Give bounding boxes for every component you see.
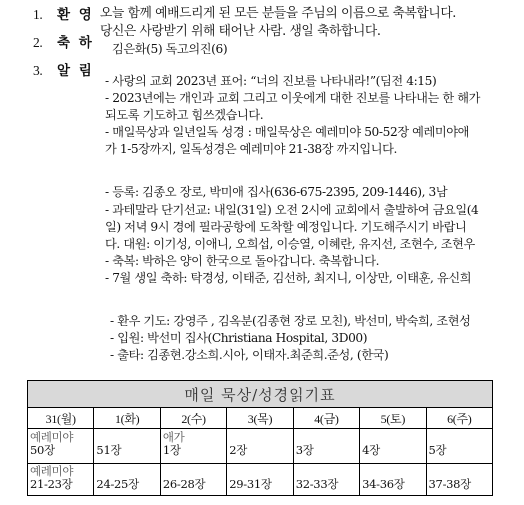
reading-cell: 37-38장 [426,464,492,496]
day-header: 31(월) [28,408,94,429]
day-header: 2(수) [160,408,226,429]
meditation-cell: 애가 1장 [160,429,226,464]
reading-schedule-table [27,380,493,496]
announcement-line: 가 1-5장까지, 일독성경은 예레미야 21-38장 까지입니다. [105,142,397,156]
section-number-notices: 3. [33,63,43,78]
birthday-line: 당신은 사랑받기 위해 태어난 사람. 생일 축하합니다. [100,24,381,39]
announcement-line: - 매일묵상과 일년일독 성경 : 매일묵상은 예레미야 50-52장 예레미야애 [105,125,470,139]
meditation-cell: 5장 [426,429,492,464]
announcement-line: - 등록: 김종오 장로, 박미애 집사(636-675-2395, 209-1446), 3남 [105,185,448,199]
meditation-cell: 2장 [227,429,293,464]
meditation-cell: 51장 [94,429,160,464]
announcement-line: - 사랑의 교회 2023년 표어: “너의 진보를 나타내라!”(딤전 4:15) [105,74,437,88]
announcement-line: 되도록 기도하고 힘쓰겠습니다. [105,108,264,122]
reading-cell: 26-28장 [160,464,226,496]
announcement-line: - 7월 생일 축하: 탁경성, 이태준, 김선하, 최지니, 이상만, 이태훈, 유신희 [105,271,472,285]
reading-cell: 24-25장 [94,464,160,496]
announcement-line: - 축복: 박하은 양이 한국으로 돌아갑니다. 축복합니다. [105,254,380,268]
announcement-line: - 환우 기도: 강영주 , 김옥분(김종현 장로 모친), 박선미, 박숙희, 조현성 [110,314,471,328]
reading-cell: 예레미야 21-23장 [28,464,94,496]
reading-cell: 29-31장 [227,464,293,496]
schedule-title: 매일 묵상/성경읽기표 [28,381,493,408]
welcome-line: 오늘 함께 예배드리게 된 모든 분들을 주님의 이름으로 축복합니다. [100,6,456,21]
section-number-welcome: 1. [33,7,43,22]
section-label-congrats: 축 하 [57,35,94,51]
announcement-line: - 과테말라 단기선교: 내일(31일) 오전 2시에 교회에서 출발하여 금요일(4 [105,203,479,217]
schedule-day-row [28,408,493,429]
meditation-cell: 4장 [360,429,426,464]
day-header: 6(주) [426,408,492,429]
day-header: 5(토) [360,408,426,429]
announcement-line: - 출타: 김종현.강소희.시아, 이태자.최준희.준성, (한국) [110,348,389,362]
reading-cell: 32-33장 [293,464,359,496]
meditation-cell: 3장 [293,429,359,464]
announcement-line: - 입원: 박선미 집사(Christiana Hospital, 3D00) [110,331,368,345]
announcement-line: 일) 저녁 9시 경에 필라공항에 도착할 예정입니다. 기도해주시기 바랍니 [105,220,467,234]
day-header: 1(화) [94,408,160,429]
birthday-names: 김은화(5) 독고의진(6) [112,42,228,56]
section-label-welcome: 환 영 [57,7,94,23]
announcement-line: - 2023년에는 개인과 교회 그리고 이웃에게 대한 진보를 나타내는 한 해가 [105,91,480,105]
reading-row [28,464,493,496]
section-label-notices: 알 림 [57,63,94,79]
meditation-row [28,429,493,464]
announcement-line: 다. 대원: 이기성, 이애니, 오희섭, 이승열, 이혜란, 유지선, 조현수, 조현우 [105,237,475,251]
day-header: 3(목) [227,408,293,429]
reading-cell: 34-36장 [360,464,426,496]
section-number-congrats: 2. [33,35,43,50]
day-header: 4(금) [293,408,359,429]
meditation-cell: 예레미야 50장 [28,429,94,464]
